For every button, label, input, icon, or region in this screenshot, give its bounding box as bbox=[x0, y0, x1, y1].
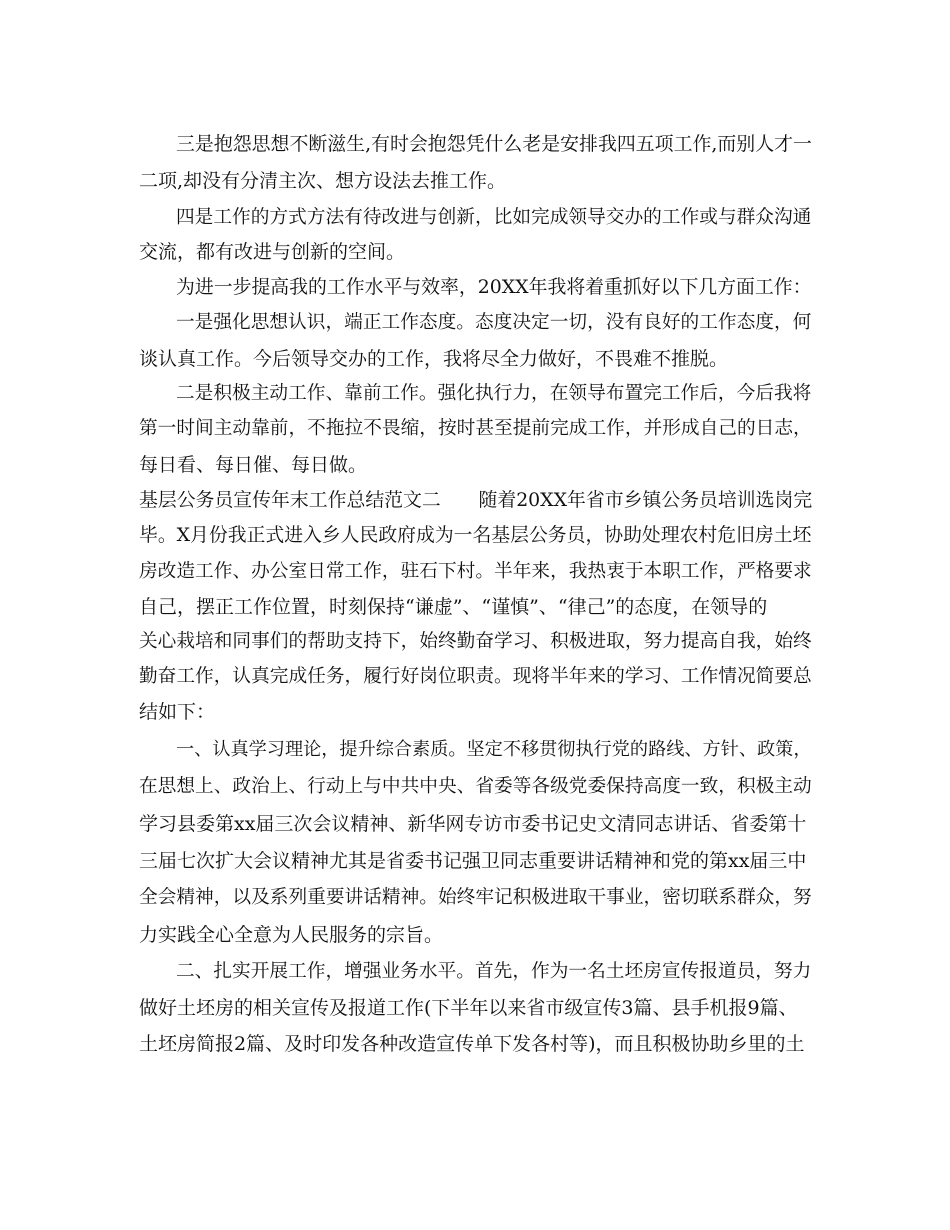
paragraph-line: 做好土坯房的相关宣传及报道工作(下半年以来省市级宣传3篇、县手机报9篇、 bbox=[139, 997, 798, 1019]
paragraph-line: 勤奋工作，认真完成任务，履行好岗位职责。现将半年来的学习、工作情况简要总 bbox=[139, 666, 812, 687]
paragraph-line: 毕。X月份我正式进入乡人民政府成为一名基层公务员，协助处理农村危旧房土坯 bbox=[139, 525, 812, 546]
paragraph-line: 自己，摆正工作位置，时刻保持“谦虚”、“谨慎”、“律己”的态度，在领导的 bbox=[139, 596, 768, 618]
paragraph-line: 力实践全心全意为人民服务的宗旨。 bbox=[139, 924, 444, 946]
section-heading-line: 基层公务员宣传年末工作总结范文二 随着20XX年省市乡镇公务员培训选岗完 bbox=[139, 489, 813, 511]
paragraph-line: 关心栽培和同事们的帮助支持下，始终勤奋学习、积极进取，努力提高自我，始终 bbox=[139, 631, 812, 652]
paragraph-line: 房改造工作、办公室日常工作，驻石下村。半年来，我热衷于本职工作，严格要求 bbox=[139, 561, 812, 582]
paragraph-line: 全会精神，以及系列重要讲话精神。始终牢记积极进取干事业，密切联系群众，努 bbox=[139, 887, 812, 908]
paragraph-line: 一是强化思想认识，端正工作态度。态度决定一切，没有良好的工作态度，何 bbox=[176, 312, 812, 333]
paragraph-line: 土坯房简报2篇、及时印发各种改造宣传单下发各村等)，而且积极协助乡里的土 bbox=[139, 1033, 805, 1055]
paragraph-line: 二、扎实开展工作，增强业务水平。首先，作为一名土坯房宣传报道员，努力 bbox=[176, 961, 812, 982]
paragraph-line: 二是积极主动工作、靠前工作。强化执行力，在领导布置完工作后，今后我将 bbox=[176, 383, 812, 404]
paragraph-line: 在思想上、政治上、行动上与中共中央、省委等各级党委保持高度一致，积极主动 bbox=[139, 776, 812, 797]
paragraph-line: 三届七次扩大会议精神尤其是省委书记强卫同志重要讲话精神和党的第xx届三中 bbox=[139, 850, 807, 872]
paragraph-line: 二项,却没有分清主次、想方设法去推工作。 bbox=[139, 170, 507, 192]
paragraph-line: 四是工作的方式方法有待改进与创新，比如完成领导交办的工作或与群众沟通 bbox=[176, 207, 812, 228]
paragraph-line: 学习县委第xx届三次会议精神、新华网专访市委书记史文清同志讲话、省委第十 bbox=[139, 813, 807, 835]
paragraph-line: 三是抱怨思想不断滋生,有时会抱怨凭什么老是安排我四五项工作,而别人才一 bbox=[176, 133, 812, 155]
paragraph-line: 交流，都有改进与创新的空间。 bbox=[139, 241, 406, 263]
paragraph-line: 结如下： bbox=[139, 701, 216, 723]
paragraph-line: 谈认真工作。今后领导交办的工作，我将尽全力做好，不畏难不推脱。 bbox=[139, 348, 729, 370]
paragraph-line: 一、认真学习理论，提升综合素质。坚定不移贯彻执行党的路线、方针、政策， bbox=[176, 739, 812, 760]
paragraph-line: 第一时间主动靠前，不拖拉不畏缩，按时甚至提前完成工作，并形成自己的日志， bbox=[139, 418, 812, 439]
paragraph-line: 每日看、每日催、每日做。 bbox=[139, 454, 368, 476]
paragraph-line: 为进一步提高我的工作水平与效率，20XX年我将着重抓好以下几方面工作： bbox=[176, 276, 812, 298]
